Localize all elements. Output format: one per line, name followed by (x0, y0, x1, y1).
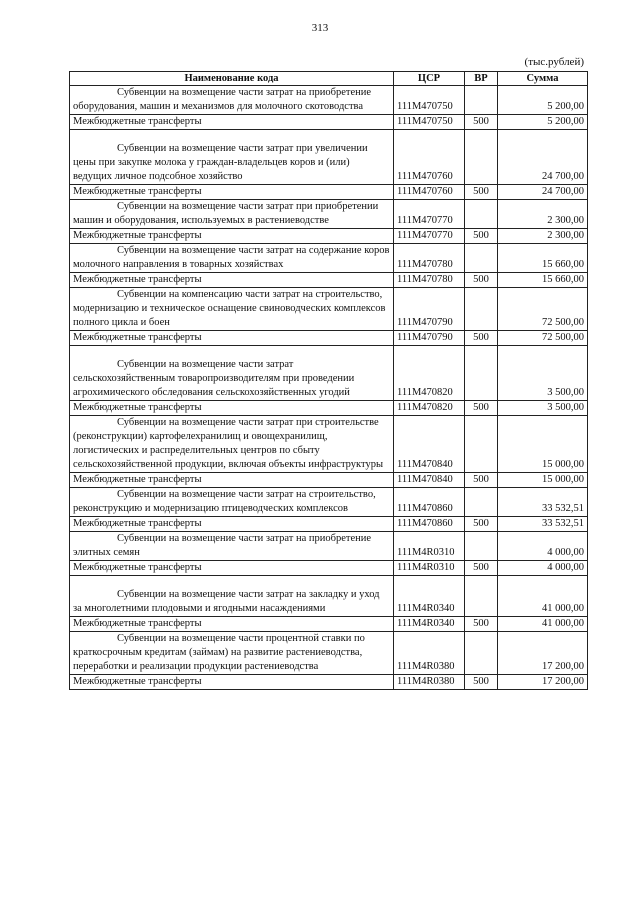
row-sum: 15 000,00 (498, 473, 588, 488)
row-csr: 111M470860 (394, 488, 465, 517)
blank-spacer (73, 346, 390, 358)
subvention-row (70, 416, 588, 473)
row-vr (465, 576, 498, 617)
row-name-cell (70, 185, 394, 200)
row-vr: 500 (465, 675, 498, 690)
row-name: Межбюджетные трансферты (73, 402, 202, 413)
row-name: Субвенции на возмещение части затрат на закладку и уход за многолетними плодовыми и ягодными насаждениями (73, 589, 380, 614)
row-vr: 500 (465, 273, 498, 288)
budget-table (69, 71, 588, 690)
transfer-row (70, 401, 588, 416)
row-name: Субвенции на возмещение части затрат на строительство, реконструкцию и модернизацию птицеводческих комплексов (73, 489, 376, 514)
row-csr: 111M470820 (394, 346, 465, 401)
row-sum: 2 300,00 (498, 200, 588, 229)
row-vr (465, 244, 498, 273)
subvention-row (70, 488, 588, 517)
header-csr: ЦСР (394, 72, 465, 86)
subvention-row (70, 346, 588, 401)
subvention-row (70, 532, 588, 561)
row-name-cell (70, 532, 394, 561)
row-name: Субвенции на возмещение части затрат при строительстве (реконструкции) картофелехранилищ и овощехранилищ, логистических и распределительных центров по сбыту сельскохозяйственной продукции, включая объекты инфраструктуры (73, 417, 383, 470)
row-sum: 17 200,00 (498, 675, 588, 690)
row-name: Межбюджетные трансферты (73, 562, 202, 573)
row-name-cell (70, 675, 394, 690)
row-csr: 111M470820 (394, 401, 465, 416)
row-sum: 72 500,00 (498, 288, 588, 331)
row-name-cell (70, 346, 394, 401)
row-csr: 111M4R0380 (394, 632, 465, 675)
row-sum: 15 660,00 (498, 273, 588, 288)
row-name: Межбюджетные трансферты (73, 186, 202, 197)
row-name-cell (70, 517, 394, 532)
row-csr: 111M470780 (394, 273, 465, 288)
row-name: Межбюджетные трансферты (73, 332, 202, 343)
row-name-cell (70, 617, 394, 632)
transfer-row (70, 617, 588, 632)
subvention-row (70, 130, 588, 185)
row-name-cell (70, 273, 394, 288)
row-vr (465, 632, 498, 675)
row-sum: 3 500,00 (498, 346, 588, 401)
row-name: Субвенции на возмещение части процентной ставки по краткосрочным кредитам (займам) на развитие растениеводства, переработки и реализации продукции растениеводства (73, 633, 365, 672)
transfer-row (70, 115, 588, 130)
row-vr (465, 346, 498, 401)
header-name: Наименование кода (70, 72, 394, 86)
row-vr: 500 (465, 561, 498, 576)
row-name: Межбюджетные трансферты (73, 676, 202, 687)
subvention-row (70, 86, 588, 115)
transfer-row (70, 517, 588, 532)
row-sum: 41 000,00 (498, 576, 588, 617)
subvention-row (70, 244, 588, 273)
row-name-cell (70, 115, 394, 130)
page-number: 313 (311, 22, 329, 34)
row-name: Межбюджетные трансферты (73, 518, 202, 529)
row-vr: 500 (465, 473, 498, 488)
row-name-cell (70, 401, 394, 416)
table-header-row (70, 72, 588, 86)
row-vr (465, 488, 498, 517)
row-vr (465, 130, 498, 185)
row-vr (465, 532, 498, 561)
row-csr: 111M470760 (394, 185, 465, 200)
row-vr: 500 (465, 331, 498, 346)
row-name: Межбюджетные трансферты (73, 474, 202, 485)
units-label: (тыс.рублей) (524, 56, 584, 68)
row-csr: 111M470790 (394, 288, 465, 331)
row-name-cell (70, 86, 394, 115)
row-vr (465, 86, 498, 115)
row-csr: 111M470790 (394, 331, 465, 346)
row-name-cell (70, 561, 394, 576)
row-name-cell (70, 632, 394, 675)
row-name: Субвенции на возмещение части затрат на приобретение элитных семян (73, 533, 372, 558)
row-name: Субвенции на возмещение части затрат при приобретении машин и оборудования, используемых в растениеводстве (73, 201, 379, 226)
row-csr: 111M470750 (394, 115, 465, 130)
row-sum: 17 200,00 (498, 632, 588, 675)
blank-spacer (73, 130, 390, 142)
subvention-row (70, 288, 588, 331)
transfer-row (70, 561, 588, 576)
row-csr: 111M4R0310 (394, 532, 465, 561)
row-sum: 15 660,00 (498, 244, 588, 273)
subvention-row (70, 576, 588, 617)
row-name-cell (70, 473, 394, 488)
row-sum: 4 000,00 (498, 561, 588, 576)
row-csr: 111M470770 (394, 229, 465, 244)
row-sum: 24 700,00 (498, 130, 588, 185)
row-csr: 111M470760 (394, 130, 465, 185)
row-csr: 111M4R0340 (394, 617, 465, 632)
row-name-cell (70, 200, 394, 229)
row-vr: 500 (465, 617, 498, 632)
row-csr: 111M470840 (394, 473, 465, 488)
subvention-row (70, 632, 588, 675)
row-vr (465, 288, 498, 331)
row-csr: 111M470780 (394, 244, 465, 273)
row-csr: 111M470840 (394, 416, 465, 473)
transfer-row (70, 273, 588, 288)
row-name: Субвенции на компенсацию части затрат на строительство, модернизацию и техническое оснащение свиноводческих комплексов полного цикла и боен (73, 289, 386, 328)
row-sum: 33 532,51 (498, 488, 588, 517)
row-name-cell (70, 331, 394, 346)
row-csr: 111M4R0380 (394, 675, 465, 690)
row-name-cell (70, 576, 394, 617)
row-vr: 500 (465, 401, 498, 416)
row-csr: 111M470750 (394, 86, 465, 115)
subvention-row (70, 200, 588, 229)
row-name-cell (70, 244, 394, 273)
row-sum: 24 700,00 (498, 185, 588, 200)
row-csr: 111M4R0310 (394, 561, 465, 576)
row-name: Межбюджетные трансферты (73, 230, 202, 241)
transfer-row (70, 331, 588, 346)
row-name: Межбюджетные трансферты (73, 274, 202, 285)
header-vr: ВР (465, 72, 498, 86)
row-vr: 500 (465, 115, 498, 130)
header-sum: Сумма (498, 72, 588, 86)
row-vr: 500 (465, 185, 498, 200)
row-sum: 5 200,00 (498, 86, 588, 115)
row-sum: 2 300,00 (498, 229, 588, 244)
row-csr: 111M4R0340 (394, 576, 465, 617)
row-sum: 4 000,00 (498, 532, 588, 561)
blank-spacer (73, 576, 390, 588)
row-vr (465, 416, 498, 473)
row-sum: 33 532,51 (498, 517, 588, 532)
transfer-row (70, 675, 588, 690)
row-name: Субвенции на возмещение части затрат на содержание коров молочного направления в товарных хозяйствах (73, 245, 390, 270)
row-sum: 15 000,00 (498, 416, 588, 473)
row-name-cell (70, 288, 394, 331)
transfer-row (70, 473, 588, 488)
row-csr: 111M470860 (394, 517, 465, 532)
row-name-cell (70, 130, 394, 185)
row-name: Субвенции на возмещение части затрат при увеличении цены при закупке молока у граждан-владельцев коров и (или) ведущих личное подсобное хозяйство (73, 143, 368, 182)
row-sum: 3 500,00 (498, 401, 588, 416)
row-name-cell (70, 416, 394, 473)
row-csr: 111M470770 (394, 200, 465, 229)
transfer-row (70, 185, 588, 200)
row-sum: 41 000,00 (498, 617, 588, 632)
row-name: Межбюджетные трансферты (73, 116, 202, 127)
row-sum: 72 500,00 (498, 331, 588, 346)
row-vr: 500 (465, 229, 498, 244)
row-name-cell (70, 229, 394, 244)
row-vr: 500 (465, 517, 498, 532)
row-name: Субвенции на возмещение части затрат сельскохозяйственным товаропроизводителям при проведении агрохимического обследования сельскохозяйственных угодий (73, 359, 355, 398)
row-vr (465, 200, 498, 229)
transfer-row (70, 229, 588, 244)
row-name: Субвенции на возмещение части затрат на приобретение оборудования, машин и механизмов для молочного скотоводства (73, 87, 372, 112)
row-name: Межбюджетные трансферты (73, 618, 202, 629)
row-name-cell (70, 488, 394, 517)
row-sum: 5 200,00 (498, 115, 588, 130)
